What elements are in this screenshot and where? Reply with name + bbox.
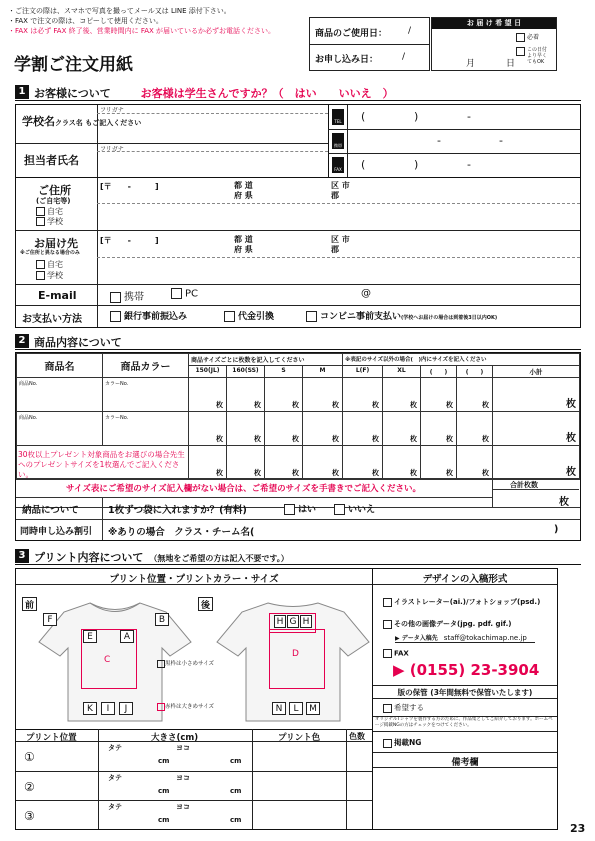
quantity-cell[interactable]: 枚 — [421, 446, 457, 480]
quantity-cell[interactable]: 枚 — [383, 446, 421, 480]
person-label: 担当者氏名 — [24, 154, 79, 167]
design-ai-checkbox[interactable] — [383, 598, 392, 607]
pos-J[interactable]: J — [119, 702, 133, 715]
product-row — [17, 378, 580, 412]
page-title: 学割ご注文用紙 — [14, 55, 133, 75]
size-header: L(F) — [343, 366, 383, 378]
section-3-header: 3 プリント内容について （無地をご希望の方は記入不要です。） — [15, 549, 581, 565]
product-row — [17, 412, 580, 446]
keep-checkbox[interactable] — [383, 704, 392, 713]
pos-L[interactable]: L — [289, 702, 303, 715]
notes — [8, 6, 275, 36]
email-mobile-checkbox[interactable] — [110, 292, 121, 303]
quantity-cell[interactable]: 枚 — [457, 446, 493, 480]
upload-email[interactable]: staff@tokachimap.ne.jp — [443, 634, 527, 642]
addr-school-checkbox[interactable] — [36, 217, 45, 226]
design-fax-checkbox[interactable] — [383, 649, 392, 658]
order-date-label: お申し込み日： — [315, 55, 379, 65]
design-panel: デザインの入稿形式 イラストレーター(ai.)/フォトショップ(psd.) その他の画像データ(jpg. pdf. gif.) ▶ データ入稿先 staff@tokachimap.ne.jp FAX ▶ (0155) 23-3904 版の保管 (3年間無料で保管いたします) 希望する オリジナルTシャツを製作する方のために、作品集としてご紹介しております。ホームページ掲載NGの方はチェックをつけてください。 掲載NG 備考欄 — [373, 568, 558, 830]
quantity-cell[interactable]: 枚 — [383, 378, 421, 412]
print-row-num: ③ — [24, 809, 35, 823]
delivery-header: お 届 け 希 望 日 — [432, 18, 556, 29]
bag-no-checkbox[interactable] — [334, 504, 345, 515]
student-question[interactable]: お客様は学生さんですか？（ はい いいえ ） — [140, 87, 394, 100]
front-label: 前 — [22, 597, 37, 611]
pos-F[interactable]: F — [43, 613, 57, 626]
pos-H[interactable]: H — [300, 615, 312, 628]
quantity-cell[interactable]: 枚 — [457, 412, 493, 446]
school-label: 学校名クラス名 もご記入ください — [22, 115, 142, 128]
quantity-cell[interactable]: 枚 — [189, 446, 227, 480]
section-2-header: 2 商品内容について — [15, 334, 581, 350]
quantity-cell[interactable]: 枚 — [421, 378, 457, 412]
total-label: 合計枚数 — [510, 481, 538, 489]
note-2: ・FAX で注文の際は、コピーして使用ください。 — [8, 17, 163, 25]
pos-N[interactable]: N — [272, 702, 286, 715]
pos-D: D — [292, 649, 299, 659]
print-row-num: ① — [24, 750, 35, 764]
ng-checkbox[interactable] — [383, 739, 392, 748]
quantity-cell[interactable]: 枚 — [493, 412, 580, 446]
fax-icon: FAX — [332, 157, 344, 173]
use-date-label: 商品のご使用日： — [315, 29, 388, 39]
design-image-checkbox[interactable] — [383, 620, 392, 629]
dest-school-checkbox[interactable] — [36, 271, 45, 280]
delivery-date-box: お 届 け 希 望 日 月 日 必着 この日付 より早く てもOK — [431, 17, 557, 71]
back-label: 後 — [198, 597, 213, 611]
note-1: ・ご注文の際は、スマホで写真を撮ってメール又は LINE 添付下さい。 — [8, 7, 231, 15]
pos-G[interactable]: G — [287, 615, 299, 628]
quantity-cell[interactable]: 枚 — [493, 446, 580, 480]
page-number: 23 — [570, 822, 586, 835]
bag-yes-checkbox[interactable] — [284, 504, 295, 515]
pos-M[interactable]: M — [306, 702, 320, 715]
earlier-ok-checkbox[interactable] — [516, 47, 525, 56]
size-header: S — [265, 366, 303, 378]
pay-cod-checkbox[interactable] — [224, 311, 235, 322]
size-header: XL — [383, 366, 421, 378]
pay-bank-checkbox[interactable] — [110, 311, 121, 322]
pos-A[interactable]: A — [120, 630, 134, 643]
pos-K[interactable]: K — [83, 702, 97, 715]
size-header: M — [303, 366, 343, 378]
email-pc-checkbox[interactable] — [171, 288, 182, 299]
date-box: 商品のご使用日： / お申し込み日： / — [309, 17, 430, 71]
mobile-icon: 携帯 — [332, 133, 344, 149]
product-table: 商品名 商品カラー 商品サイズごとに枚数を記入してください ※表記のサイズ以外の場合( )内にサイズを記入ください 150(JL) 160(SS) S M L(F) XL ( ) ( ) 小計 商品No. カラーNo. 枚 枚 枚 枚 枚 枚 枚 枚 枚 商品No. カラーNo. 枚 枚 枚 枚 枚 枚 枚 枚 枚 枚 枚 枚 枚 枚 枚 枚 枚 枚 30枚以上プレゼント対象商品をお選びの場合先生へのプレゼントサイズを1枚選んでご記入ください。 サイズ表にご希望のサイズ記入欄がない場合は、ご希望のサイズを手書きでご記入ください。 合計枚数 枚 納品について 1枚ずつ袋に入れますか？(有料) はい いいえ 同時申し込み割引 ※ありの場合 クラス・チーム名( ) — [15, 352, 581, 541]
quantity-cell[interactable]: 枚 — [303, 378, 343, 412]
color-no-cell[interactable]: カラーNo. — [103, 412, 189, 446]
quantity-cell[interactable]: 枚 — [227, 412, 265, 446]
quantity-cell[interactable]: 枚 — [227, 446, 265, 480]
pos-B[interactable]: B — [155, 613, 169, 626]
present-note: 30枚以上プレゼント対象商品をお選びの場合先生へのプレゼントサイズを1枚選んでご記入ください。 — [18, 450, 185, 479]
quantity-cell[interactable]: 枚 — [343, 446, 383, 480]
quantity-cell[interactable]: 枚 — [383, 412, 421, 446]
pos-E[interactable]: E — [83, 630, 97, 643]
customer-info: 学校名クラス名 もご記入ください フリガナ フリガナ 担当者氏名 TEL 携帯 FAX ( ) - - - ( ) - ご住所 (ご自宅等) 自宅 学校 [〒 - ] 都 道 府 県 区 市 郡 お届け先 ※ご住所と異なる場合のみ 自宅 学校 [〒 - ] 都 道 府 県 区 市 郡 E-mail 携帯 PC @ お支払い方法 銀行事前振込み 代金引換 コンビニ事前支払い(学校へお届けの場合は到着後3日以内OK) — [15, 104, 581, 328]
pos-H-top[interactable]: H — [274, 615, 286, 628]
required-checkbox[interactable] — [516, 33, 525, 42]
quantity-cell[interactable]: 枚 — [303, 412, 343, 446]
quantity-cell[interactable]: 枚 — [265, 412, 303, 446]
print-row-num: ② — [24, 779, 35, 794]
quantity-cell[interactable]: 枚 — [303, 446, 343, 480]
color-no-cell[interactable]: カラーNo. — [103, 378, 189, 412]
phone-icon: TEL — [332, 109, 344, 125]
section-1-header: 1 お客様について お客様は学生さんですか？（ はい いいえ ） — [15, 85, 581, 101]
quantity-cell[interactable]: 枚 — [457, 378, 493, 412]
pos-C: C — [104, 655, 111, 665]
quantity-cell[interactable]: 枚 — [189, 378, 227, 412]
remarks-label: 備考欄 — [451, 758, 479, 768]
quantity-cell[interactable]: 枚 — [421, 412, 457, 446]
quantity-cell[interactable]: 枚 — [343, 378, 383, 412]
quantity-cell[interactable]: 枚 — [343, 412, 383, 446]
quantity-cell[interactable]: 枚 — [265, 446, 303, 480]
addr-home-checkbox[interactable] — [36, 207, 45, 216]
pos-I[interactable]: I — [101, 702, 115, 715]
dest-home-checkbox[interactable] — [36, 260, 45, 269]
size-header: ( ) — [457, 366, 493, 378]
size-header: 150(JL) — [189, 366, 227, 378]
size-header: 160(SS) — [227, 366, 265, 378]
quantity-cell[interactable]: 枚 — [493, 378, 580, 412]
print-position-panel: プリント位置・プリントカラー・サイズ 前 後 F B E A C K I J 黒枠は小さめサイズ 赤枠は大きめサイズ H G H D N L M プリント位置 大きさ(cm) プリント色 色数 ① タテ ヨコ cm cm ② タテ ヨコ cm cm ③ タテ ヨコ cm cm — [15, 568, 373, 830]
size-header: ( ) — [421, 366, 457, 378]
quantity-cell[interactable]: 枚 — [265, 378, 303, 412]
quantity-cell[interactable]: 枚 — [227, 378, 265, 412]
quantity-cell[interactable]: 枚 — [189, 412, 227, 446]
fax-number: ▶ (0155) 23-3904 — [393, 661, 540, 679]
note-3: ・FAX は必ず FAX 終了後、営業時間内に FAX が届いているか必ずお電話ください。 — [8, 27, 276, 35]
pay-convenience-checkbox[interactable] — [306, 311, 317, 322]
product-no-cell[interactable]: 商品No. — [17, 412, 103, 446]
product-no-cell[interactable]: 商品No. — [17, 378, 103, 412]
size-free-note: サイズ表にご希望のサイズ記入欄がない場合は、ご希望のサイズを手書きでご記入ください。 — [66, 484, 421, 494]
